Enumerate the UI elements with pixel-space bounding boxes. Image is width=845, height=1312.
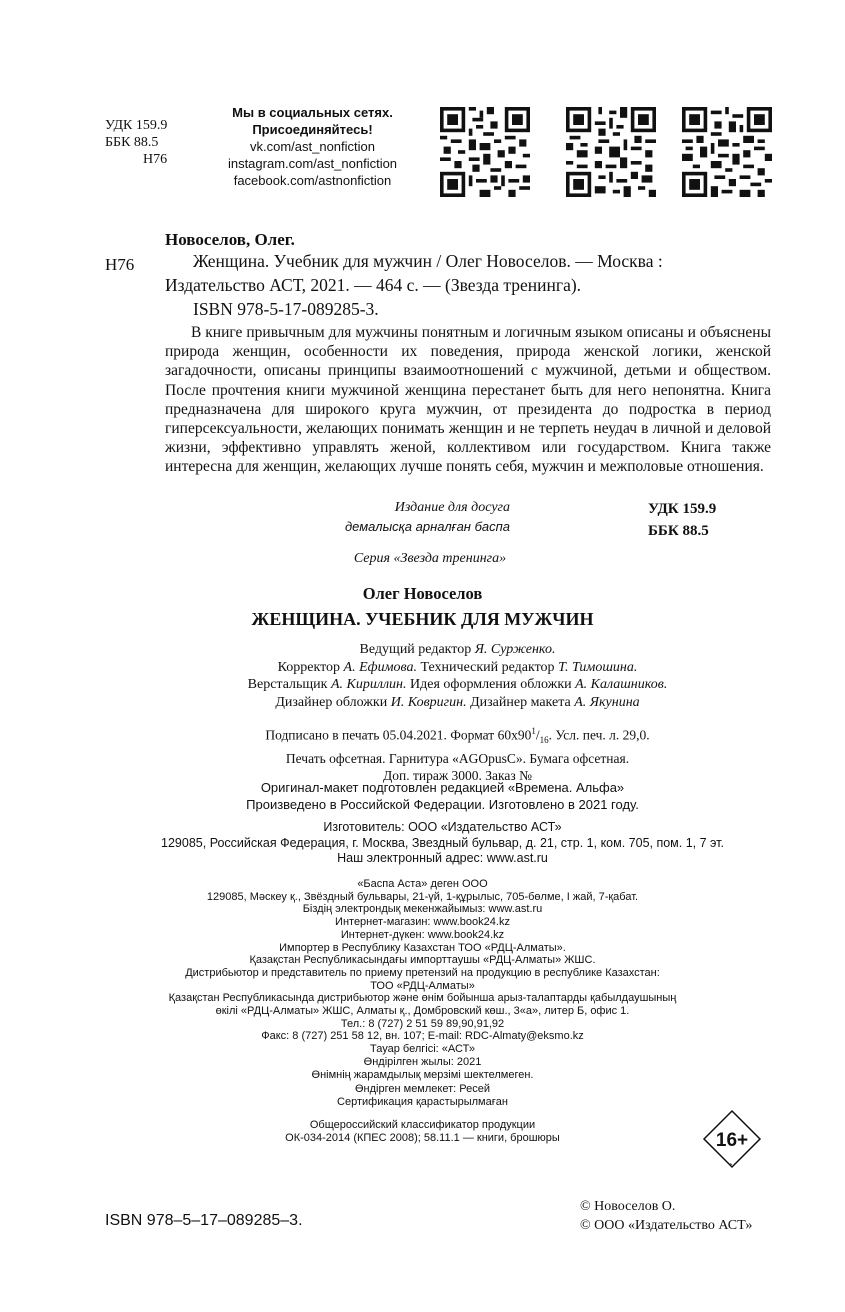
biblio-isbn: ISBN 978-5-17-089285-3. [193, 299, 379, 319]
certification-block [0, 1083, 845, 1108]
kz-line: ТОО «РДЦ-Алматы» [370, 979, 475, 992]
kz-line: Факс: 8 (727) 251 58 12, вн. 107; E-mail: RDC-Almaty@eksmo.kz [261, 1030, 584, 1043]
udk-bold-block [648, 498, 716, 542]
cert-line: Сертификация қарастырылмаған [337, 1095, 508, 1108]
udk-code: УДК 159.9 [105, 118, 168, 133]
social-link-facebook[interactable]: facebook.com/astnonfiction [233, 173, 392, 188]
biblio-author-mark: Н76 [105, 255, 135, 274]
kz-line: «Баспа Аста» деген ООО [357, 878, 488, 890]
editor-line [0, 641, 845, 659]
book-title: ЖЕНЩИНА. УЧЕБНИК ДЛЯ МУЖЧИН [251, 609, 594, 629]
kz-line: Қазақстан Республикасындағы импорттаушы «РДЦ-Алматы» ЖШС. [249, 954, 596, 967]
caret-mark: ˆ [729, 1163, 733, 1174]
format-fraction-den: 16 [539, 735, 549, 746]
biblio-line: Издательство АСТ, 2021. — 464 с. — (Звезда тренинга). [165, 275, 582, 295]
kz-line: Өнімнің жарамдылық мерзімі шектелмеген. [311, 1068, 534, 1081]
format-fraction-num: 1 [531, 726, 536, 736]
origin-block [0, 779, 845, 813]
editor-label: Технический редактор [420, 659, 555, 675]
social-subheading: Присоединяйтесь! [252, 122, 373, 137]
kz-line: Дистрибьютор и представитель по приему претензий на продукцию в республике Казахстан: [185, 966, 660, 979]
qr-code-icon[interactable] [682, 107, 772, 197]
classifier-line: ОК-034-2014 (КПЕС 2008); 58.11.1 — книги, брошюры [285, 1131, 560, 1144]
origin-line: Оригинал-макет подготовлен редакцией «Времена. Альфа» [260, 780, 625, 795]
editor-line [0, 676, 845, 694]
udk-bold: УДК 159.9 [648, 501, 717, 517]
biblio-entry [165, 249, 775, 321]
social-link-instagram[interactable]: instagram.com/ast_nonfiction [227, 156, 398, 171]
kz-line: 129085, Мәскеу қ., Звёздный бульвары, 21-үй, 1-құрылыс, 705-бөлме, I жай, 7-қабат. [206, 890, 639, 903]
age-rating-badge [702, 1109, 762, 1169]
manufacturer-line: Наш электронный адрес: www.ast.ru [337, 851, 548, 865]
editor-label: Дизайнер обложки [275, 694, 388, 710]
print-line: Печать офсетная. Гарнитура «AGOpusC». Бумага офсетная. [285, 750, 630, 766]
editor-name: И. Ковригин. [390, 694, 467, 710]
editor-line [0, 694, 845, 712]
print-line: Доп. тираж 3000. Заказ № [383, 768, 532, 784]
copyright-line: © Новоселов О. [580, 1199, 676, 1214]
kz-line: Тауар белгісі: «АСТ» [370, 1043, 475, 1056]
cert-line: Өндірген мемлекет: Ресей [355, 1083, 490, 1095]
social-heading: Мы в социальных сетях. [232, 105, 393, 120]
manufacturer-block [0, 820, 845, 867]
kz-line: Интернет-магазин: www.book24.kz [335, 916, 510, 929]
kz-line: Импортер в Республику Казахстан ТОО «РДЦ-Алматы». [279, 941, 566, 954]
editors-block [0, 641, 845, 711]
series: Серия «Звезда тренинга» [353, 551, 507, 566]
genre-kz: демалысқа арналған баспа [344, 519, 510, 534]
editor-name: А. Якунина [574, 694, 640, 710]
classification-block [105, 117, 167, 168]
editor-line [0, 659, 845, 677]
editor-label: Верстальщик [247, 677, 328, 692]
editor-label: Дизайнер макета [470, 694, 571, 710]
editor-name: Я. Сурженко. [474, 642, 556, 657]
bbk-bold: ББК 88.5 [648, 523, 709, 539]
genre-ru: Издание для досуга [394, 500, 510, 515]
isbn-bottom: ISBN 978–5–17–089285–3. [105, 1212, 303, 1229]
copyright-block [580, 1197, 752, 1235]
qr-code-icon[interactable] [440, 107, 530, 197]
kz-importer-block [0, 878, 845, 1081]
genre-block [300, 498, 510, 536]
editor-name: А. Ефимова. [343, 659, 417, 675]
social-block [205, 104, 420, 189]
social-link-vk[interactable]: vk.com/ast_nonfiction [249, 139, 375, 154]
kz-line: Қазақстан Республикасында дистрибьютор және өнім бойынша арыз-талаптарды қабылдаушының [168, 992, 677, 1005]
print-info [0, 723, 845, 785]
age-rating-text: 16+ [715, 1130, 749, 1151]
print-line: Подписано в печать 05.04.2021. Формат $60х90^1/_{16}$. Усл. печ. л. 29,0. [265, 726, 650, 746]
bbk-code: ББК 88.5 [105, 135, 159, 150]
manufacturer-line: 129085, Российская Федерация, г. Москва, Звездный бульвар, д. 21, стр. 1, ком. 705, пом. 1, 7 эт. [161, 835, 724, 850]
editor-name: Т. Тимошина. [558, 659, 638, 675]
qr-code-icon[interactable] [566, 107, 656, 197]
author-mark: Н76 [143, 152, 168, 167]
kz-line: өкілі «РДЦ-Алматы» ЖШС, Алматы қ., Домбровский көш., 3«а», литер Б, офис 1. [215, 1005, 630, 1018]
kz-line: Біздің электрондық мекенжайымыз: www.ast.ru [302, 903, 543, 916]
manufacturer-line: Изготовитель: ООО «Издательство АСТ» [323, 820, 562, 834]
editor-label: Корректор [277, 659, 341, 675]
editor-label: Идея оформления обложки [410, 677, 572, 692]
biblio-author: Новоселов, Олег. [165, 230, 295, 249]
abstract: В книге привычным для мужчины понятным и логичным языком описаны и объяснены природа женщин, особенности их поведения, природа женской логики, женской загадочности, описаны принципы взаимоотношений с мужчиной, детьми и обществом. После прочтения книги мужчиной женщина перестанет быть для него непонятна. Книга предназначена для широкого круга мужчин, от президента до подростка в период гиперсексуальности, желающих понимать женщин и не терпеть неудач в личной и деловой жизни, эффективно управлять женой, коллективом или государством. Книга также интересна для женщин, желающих лучше понять себя, мужчин и межполовые отношения. [165, 324, 771, 476]
kz-line: Тел.: 8 (727) 2 51 59 89,90,91,92 [340, 1017, 505, 1030]
origin-line: Произведено в Российской Федерации. Изготовлено в 2021 году. [246, 797, 639, 812]
copyright-line: © ООО «Издательство АСТ» [580, 1218, 753, 1233]
editor-label: Ведущий редактор [359, 642, 472, 657]
editor-name: А. Кириллин. [330, 677, 407, 692]
editor-name: А. Калашников. [575, 677, 668, 692]
classifier-line: Общероссийский классификатор продукции [309, 1119, 536, 1131]
biblio-line: Женщина. Учебник для мужчин / Олег Новоселов. — Москва : [193, 251, 663, 271]
kz-line: Интернет-дүкен: www.book24.kz [340, 928, 505, 941]
kz-line: Өндірілген жылы: 2021 [363, 1055, 482, 1068]
book-author: Олег Новоселов [362, 584, 483, 603]
